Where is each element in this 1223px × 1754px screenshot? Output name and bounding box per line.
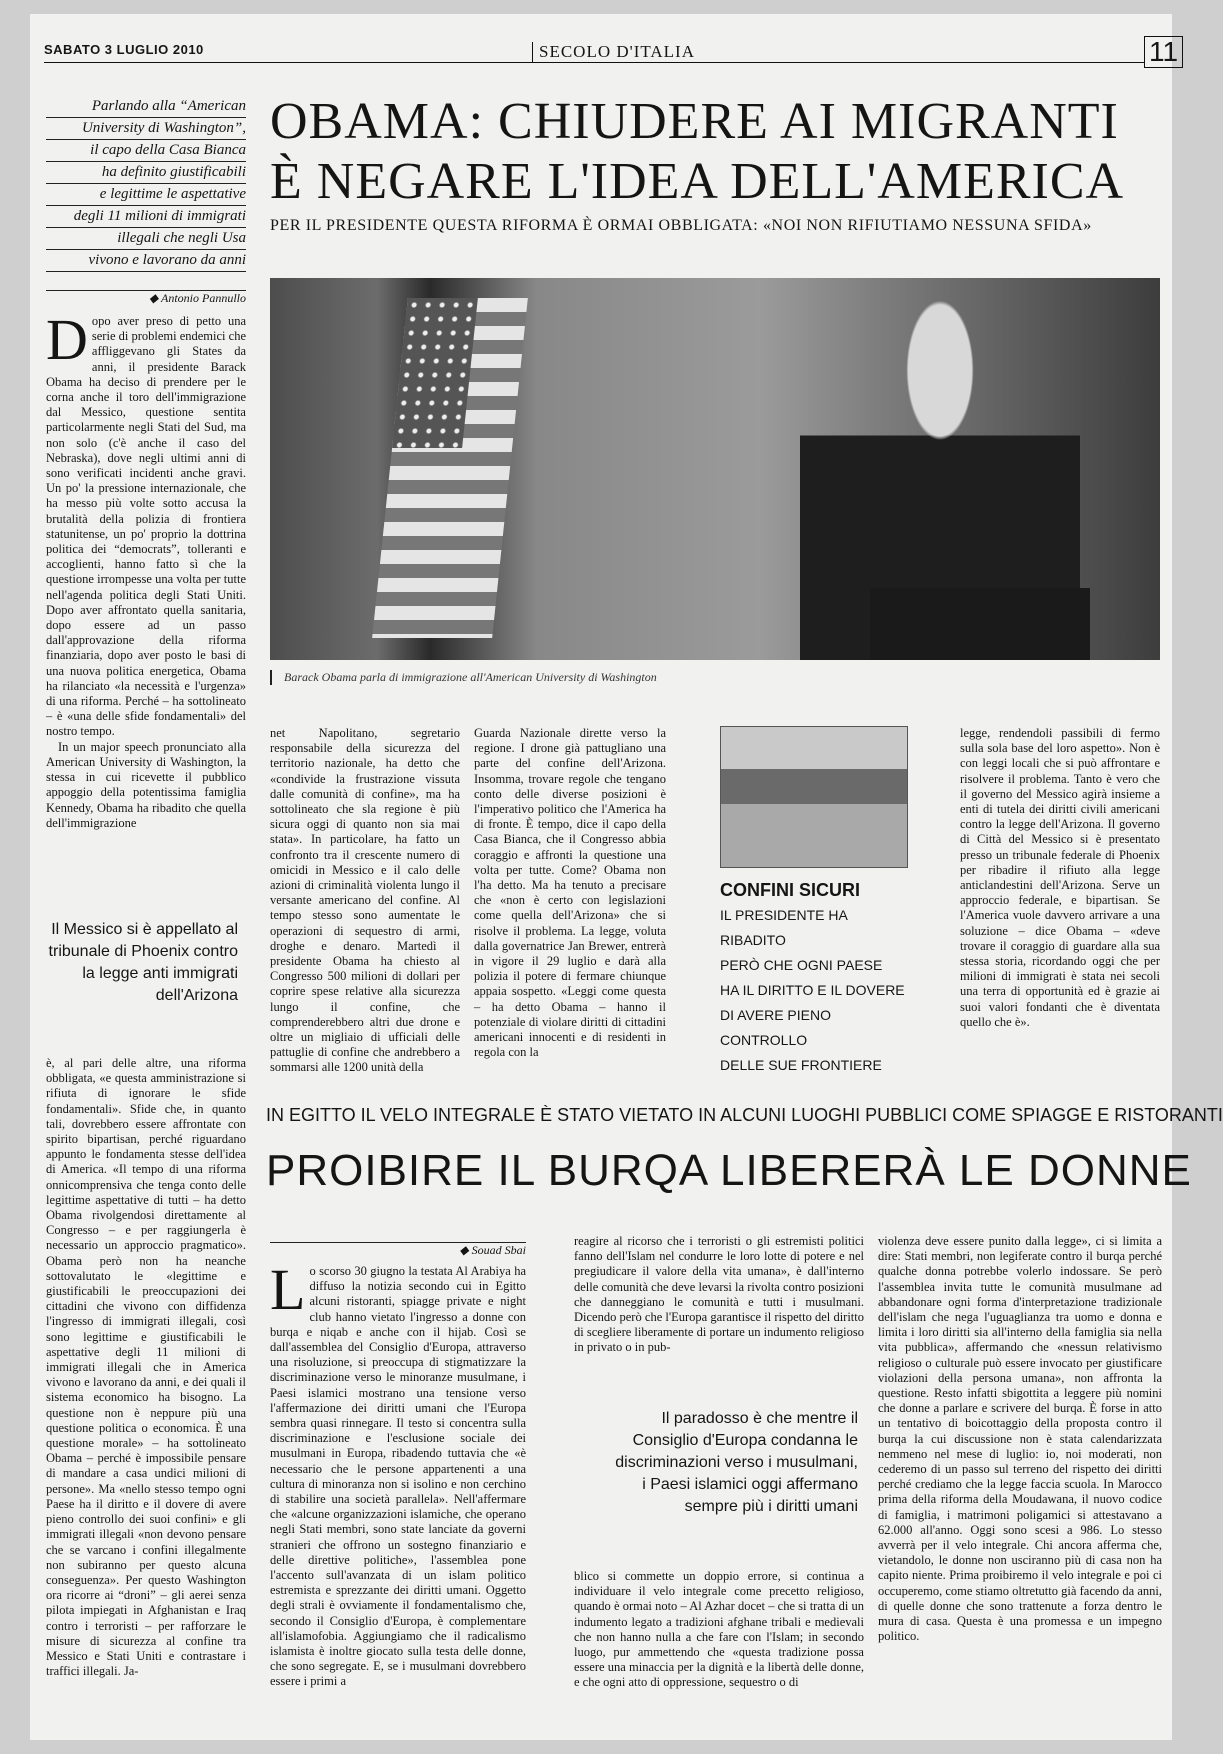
body-text: blico si commette un doppio errore, si continua a individuare il velo integrale come precetto religioso, quando è ormai noto – Al Azhar docet – che si tratta di un indumento legato a tradizioni afghane tribali e medievali che non hanno nulla a che fare con l'Islam; in secondo luogo, pur ammettendo che «questa tradizione possa essere una minaccia per la dignità e la libertà delle donne, e che ogni atto di oppressione, sequestro o di bbox=[574, 1569, 864, 1690]
summary-line: University di Washington”, bbox=[46, 118, 246, 140]
newspaper-page: SABATO 3 LUGLIO 2010 SECOLO D'ITALIA 11 Parlando alla “American University di Washington”, il capo della Casa Bianca ha definito giustificabili e legittime le aspettative degli 11 milioni di immigrati illegali che negli Usa vivono e lavorano da anni ◆ Antonio Pannullo OBAMA: CHIUDERE AI MIGRANTI È NEGARE L'IDEA DELL'AMERICA PER IL PRESIDENTE QUESTA RIFORMA È ORMAI OBBLIGATA: «NOI NON RIFIUTIAMO NESSUNA SFIDA» Barack Obama parla di immigrazione all'American University di Washington Dopo aver preso di petto una serie di problemi endemici che affliggevano gli States da anni, il presidente Barack Obama ha deciso di prendere per le corna anche il toro dell'immigrazione dal Messico, questione sentita particolarmente negli Stati del Sud, ma non solo (c'è anche il caso del Nebraska), dove negli ultimi anni di sono verificati incidenti anche gravi. Un po' la pressione internazionale, che ha messo più volte sotto accusa la brutalità della polizia di frontiera statunitense, un po' proprio la dottrina politica dei “democrats”, tolleranti e accoglienti, hanno fatto sì che la questione irrompesse una volta per tutte nell'agenda politica degli Stati Uniti. Dopo aver affrontato quella sanitaria, dopo essere ad un passo dall'approvazione della riforma finanziaria, dopo aver posto le basi di una nuova politica energetica, Obama ha rilanciato «la necessità e l'urgenza» di una riforma. Perché – ha sottolineato – è «una delle sfide fondamentali» del nostro tempo. In un major speech pronunciato alla American University di Washington, la stessa in cui ricevette il pubblico appoggio della potentissima famiglia Kennedy, Obama ha ribadito che quella dell'immigrazione Il Messico si è appellato al tribunale di Phoenix contro la legge anti immigrati dell'Arizona è, al pari delle altre, una riforma obbligata, «e questa amministrazione si rifiuta di ignorare le sfide fondamentali». Sfide che, in quanto tali, dovrebbero essere affrontate con spirito bipartisan, perché riguardano appunto le fondamenta stesse dell'idea di America. «Il tempo di una riforma onnicomprensiva che tenga conto delle legittime aspettative di tutti – ha detto Obama rivolgendosi direttamente al Congresso – e per raggiungerla è necessario un approccio pragmatico». Obama però non ha neanche sottovalutato le «legittime e giustificabili le preoccupazioni dei cittadini che vivono con diffidenza l'ingresso di immigrati illegali, così sono legittime e giustificabili le aspettative degli 11 milioni di immigrati illegali che in America vivono e lavorano da anni, e dei quali il sistema economico ha bisogno. La questione non è neppure più una questione politica o economica. È una questione morale» – ha sottolineato Obama – perché è impossibile pensare di mandare a casa undici milioni di persone». Ma «nello stesso tempo ogni Paese ha il diritto e il dovere di avere pieno controllo dei suoi confini» e gli immigrati illegali «non devono pensare che se varcano i confini illegalmente non subiranno per questo alcuna conseguenza». Per questo Washington ora ricorre ai “droni” – gli aerei senza pilota impiegati in Afghanistan e Iraq contro i terroristi – per rafforzare le misure di sicurezza al confine tra Messico e Stati Uniti e contrastare i traffici illegali. Ja- net Napolitano, segretario responsabile della sicurezza del territorio nazionale, ha detto che «condivide la frustrazione vissuta dalle comunità di confine», ma ha sottolineato che sla regione è più sicura oggi di quanto non sia mai stata». In particolare, ha fatto un confronto tra il crescente numero di omicidi in Messico e il calo delle azioni di criminalità violenta lungo il versante americano del confine. Al tempo stesso sono aumentate le operazioni di sequestro di armi, droghe e denaro. Martedì il presidente Obama ha chiesto al Congresso 500 milioni di dollari per coprire spese relative alla sicurezza lungo il confine, che comprenderebbero altri due drone e oltre un migliaio di ufficiali delle pattuglie di confine che andrebbero a sommarsi alle 1200 unità della Guarda Nazionale dirette verso la regione. I drone già pattugliano una parte del confine dell'Arizona. Insomma, trovare regole che tengano conto delle diverse posizioni è l'imperativo politico che l'America ha di fronte. È tempo, dice il capo della Casa Bianca, che il Congresso abbia coraggio e affronti la questione una volta per tutte. Come? Obama non l'ha detto. Ma ha tenuto a precisare che «non è certo con legislazioni come quella dell'Arizona» che si risolve il problema. La legge, voluta dalla governatrice Jan Brewer, entrerà in vigore il 29 luglio e darà alla polizia il potere di fermare chiunque appaia sospetto. «Leggi come questa – ha detto Obama – hanno il potenziale di violare diritti di cittadini americani innocenti e di residenti in regola con la CONFINI SICURI IL PRESIDENTE HA RIBADITO PERÒ CHE OGNI PAESE HA IL DIRITTO E IL DOVERE DI AVERE PIENO CONTROLLO DELLE SUE FRONTIERE legge, rendendoli passibili di fermo sulla sola base del loro aspetto». Non è con leggi locali che si può affrontare e risolvere il problema. Tanto è vero che il governo del Messico agirà insieme a enti di tutela dei diritti civili americani contro la legge dell'Arizona. Il governo di Città del Messico si è presentato presso un tribunale federale di Phoenix per ribadire il rifiuto alla legge anticlandestini dell'Arizona. Serve un approccio federale, e bipartisan. Se l'America vuole davvero arrivare a una soluzione – dice Obama – «deve trovare il coraggio di guardare alla sua stessa storia, ricordando oggi che per milioni di immigrati è stata nei secoli una terra di opportunità ed è grazie ai suoi valori fondanti che è diventata quello che è». IN EGITTO IL VELO INTEGRALE È STATO VIETATO IN ALCUNI LUOGHI PUBBLICI COME SPIAGGE E RISTORANTI PROIBIRE IL BURQA LIBERERÀ LE DONNE ◆ Souad Sbai Lo scorso 30 giugno la testata Al Arabiya ha diffuso la notizia secondo cui in Egitto alcuni ristoranti, spiagge private e night club hanno vietato l'ingresso a donne con burqa e niqab e anche con il hijab. Così se dall'assemblea del Consiglio d'Europa, attraverso una risoluzione, si preoccupa di stigmatizzare la discriminazione verso le minoranze musulmane, i Paesi islamici mostrano una tensione verso l'affermazione dei diritti umani che l'Europa sembra quasi rinnegare. Il testo si concentra sulla discriminazione e l'esclusione sociale dei musulmani in Europa, ribadendo tuttavia che «è necessario che le persone appartenenti a una cultura di minoranza non si isolino e non cerchino di stabilire una società parallela». Nell'affermare che «alcune organizzazioni islamiche, che operano negli Stati membri, sono state lanciate da governi stranieri che offrono un sostegno finanziario e delle direttive politiche», l'assemblea pone l'accento sull'avanzata di un islam politico estremista e sprezzante dei diritti umani. Oggetto degli strali è ovviamente il fondamentalismo che, secondo il Consiglio d'Europa, è complementare all'islamofobia. Aggiungiamo che il radicalismo islamista è inoltre giocato sulla testa delle donne, che sono segregate. E, se i musulmani dovrebbero essere i primi a reagire al ricorso che i terroristi o gli estremisti politici fanno dell'Islam nel condurre le loro lotte di potere e nel pregiudicare il valore della vita umana», è dall'interno delle comunità che deve levarsi la rivolta contro posizioni che danneggiano le comunità e tutti i musulmani. Dicendo però che l'Europa garantisce il rispetto del diritto di scegliere liberamente di portare un indumento religioso in privato o in pub- Il paradosso è che mentre il Consiglio d'Europa condanna le discriminazioni verso i musulmani, i Paesi islamici oggi affermano sempre più i diritti umani blico si commette un doppio errore, si continua a individuare il velo integrale come precetto religioso, quando è ormai noto – Al Azhar docet – che si tratta di un indumento legato a tradizioni afghane tribali e medievali che non hanno nulla a che fare con l'Islam; in secondo luogo, pur ammettendo che «questa tradizione possa essere una minaccia per la dignità e la libertà delle donne, e che ogni atto di oppressione, sequestro o di violenza deve essere punito dalla legge», ci si limita a dire: Stati membri, non legiferate contro il burqa perché qualche donna potrebbe volerlo indossare. Se però l'assemblea invita tutte le comunità musulmane ad abbandonare ogni forma d'interpretazione tradizionale dell'islam che nega l'uguaglianza tra uomo e donna e limita i loro diritti sia all'interno della famiglia sia nella vita pubblica», affermando che «nessun relativismo religioso o culturale può essere invocato per giustificare violazioni della persona umana», non affronta la questione. Resto infatti sbigottita a leggere più nomini che donne a parlare e scrivere del burqa. È forse in atto un tentativo di boicottaggio della proposta contro il burqa la cui discussione non è stata calendarizzata nemmeno nel mese di luglio: io, noi moderati, non cederemo di un passo sul terreno del rispetto dei diritti perché crediamo che la legge faccia scuola. In Marocco prima della riforma della Moudawana, il nuovo codice di famiglia, i matrimoni poligamici si attestavano a 62.000 all'anno. Oggi sono scesi a 986. Lo stesso avverrà per il velo integrale. Chi ancora afferma che, vietandolo, le donne non usciranno più di casa non ha capito niente. Prima proibiremo il velo integrale e poi ci occuperemo, come stiamo oltretutto già facendo da anni, di quelle donne che sono trattenute a forza dentro le mura di casa. Questa è una promessa e un impegno politico. bbox=[30, 14, 1172, 1740]
box-title: CONFINI SICURI bbox=[720, 880, 861, 900]
headline-line: È NEGARE L'IDEA DELL'AMERICA bbox=[270, 153, 1125, 210]
article-kicker: PER IL PRESIDENTE QUESTA RIFORMA È ORMAI OBBLIGATA: «NOI NON RIFIUTIAMO NESSUNA SFIDA» bbox=[270, 217, 1092, 234]
article-column bbox=[270, 726, 460, 1086]
drop-cap: L bbox=[270, 1257, 306, 1322]
summary-line: ha definito giustificabili bbox=[46, 162, 246, 184]
article-summary: Parlando alla “American University di Washington”, il capo della Casa Bianca ha definito giustificabili e legittime le aspettative degli 11 milioni di immigrati illegali che negli Usa vivono e lavorano da anni ◆ Antonio Pannullo bbox=[46, 96, 246, 318]
masthead bbox=[44, 26, 1179, 70]
podium-graphic bbox=[870, 588, 1090, 660]
box-line: DELLE SUE FRONTIERE bbox=[720, 1057, 882, 1073]
summary-line: illegali che negli Usa bbox=[46, 228, 246, 250]
article-column bbox=[574, 1569, 864, 1734]
article-column bbox=[46, 307, 246, 894]
pull-quote: Il paradosso è che mentre il Consiglio d'Europa condanna le discriminazioni verso i musulmani, i Paesi islamici oggi affermano sempre più i diritti umani bbox=[615, 1410, 858, 1515]
box-line: DI AVERE PIENO CONTROLLO bbox=[720, 1007, 831, 1048]
border-crossing-photo bbox=[720, 726, 908, 868]
box-line: IL PRESIDENTE HA RIBADITO bbox=[720, 907, 848, 948]
obama-photo bbox=[270, 278, 1160, 660]
article2-headline: PROIBIRE IL BURQA LIBERERÀ LE DONNE bbox=[266, 1146, 1192, 1195]
photo-caption: Barack Obama parla di immigrazione all'American University di Washington bbox=[270, 670, 1174, 685]
article-column bbox=[474, 726, 666, 1086]
body-text: violenza deve essere punito dalla legge», ci si limita a dire: Stati membri, non legiferate contro il burqa perché qualche donna potrebbe volerlo indossare. Se però l'assemblea invita tutte le comunità musulmane ad abbandonare ogni forma d'interpretazione tradizionale dell'islam che nega l'uguaglianza tra uomo e donna e limita i loro diritti sia all'interno della famiglia sia nella vita pubblica», affermando che «nessun relativismo religioso o culturale può essere invocato per giustificare violazioni della persona umana», non affronta la questione. Resto infatti sbigottita a leggere più nomini che donne a parlare e scrivere del burqa. È forse in atto un tentativo di boicottaggio della proposta contro il burqa la cui discussione non è stata calendarizzata nemmeno nel mese di luglio: io, noi moderati, non cederemo di un passo sul terreno del rispetto dei diritti perché crediamo che la legge faccia scuola. In Marocco prima della riforma della Moudawana, il nuovo codice di famiglia, i matrimoni poligamici si attestavano a 62.000 all'anno. Oggi sono scesi a 986. Lo stesso avverrà per il velo integrale. Chi ancora afferma che, vietandolo, le donne non usciranno più di casa non ha capito niente. Prima proibiremo il velo integrale e poi ci occuperemo, come stiamo oltretutto già facendo da anni, di quelle donne che sono trattenute a forza dentro le mura di casa. Questa è una promessa e un impegno politico. bbox=[878, 1234, 1162, 1644]
body-text: è, al pari delle altre, una riforma obbligata, «e questa amministrazione si rifiuta di ignorare le sfide fondamentali». Sfide che, in quanto tali, dovrebbero essere affrontate con spirito bipartisan, perché riguardano appunto le fondamenta stesse dell'idea di America. «Il tempo di una riforma onnicomprensiva che tenga conto delle legittime aspettative di tutti – ha detto Obama rivolgendosi direttamente al Congresso – e per raggiungerla è necessario un approccio pragmatico». Obama però non ha neanche sottovalutato le «legittime e giustificabili le preoccupazioni dei cittadini che vivono con diffidenza l'ingresso di immigrati illegali, così sono legittime e giustificabili le aspettative degli 11 milioni di immigrati illegali che in America vivono e lavorano da anni, e dei quali il sistema economico ha bisogno. La questione non è neppure più una questione politica o economica. È una questione morale» – ha sottolineato Obama – perché è impossibile pensare di mandare a casa undici milioni di persone». Ma «nello stesso tempo ogni Paese ha il diritto e il dovere di avere pieno controllo dei suoi confini» e gli immigrati illegali «non devono pensare che se varcano i confini illegalmente non subiranno per questo alcuna conseguenza». Per questo Washington ora ricorre ai “droni” – gli aerei senza pilota impiegati in Afghanistan e Iraq contro i terroristi – per rafforzare le misure di sicurezza al confine tra Messico e Stati Uniti e contrastare i traffici illegali. Ja- bbox=[46, 1056, 246, 1679]
drop-cap: D bbox=[46, 307, 88, 372]
pull-quote: Il Messico si è appellato al tribunale di Phoenix contro la legge anti immigrati dell'Arizona bbox=[48, 921, 238, 1004]
body-text: net Napolitano, segretario responsabile della sicurezza del territorio nazionale, ha detto che «condivide la frustrazione vissuta dalle comunità di confine», ma ha sottolineato che sla regione è più sicura oggi di quanto non sia mai stata». In particolare, ha fatto un confronto tra il crescente numero di omicidi in Messico e il calo delle azioni di criminalità violenta lungo il versante americano del confine. Al tempo stesso sono aumentate le operazioni di sequestro di armi, droghe e denaro. Martedì il presidente Obama ha chiesto al Congresso 500 milioni di dollari per coprire spese relative alla sicurezza lungo il confine, che comprenderebbero altri due drone e oltre un migliaio di ufficiali delle pattuglie di confine che andrebbero a sommarsi alle 1200 unità della bbox=[270, 726, 460, 1075]
article2-byline: Souad Sbai bbox=[471, 1243, 526, 1257]
newspaper-name: SECOLO D'ITALIA bbox=[532, 42, 695, 62]
body-text: o scorso 30 giugno la testata Al Arabiya ha diffuso la notizia secondo cui in Egitto alcuni ristoranti, spiagge private e night club hanno vietato l'ingresso a donne con burqa e niqab e anche con il hijab. Così se dall'assemblea del Consiglio d'Europa, attraverso una risoluzione, si preoccupa di stigmatizzare la discriminazione verso le minoranze musulmane, i Paesi islamici mostrano una tensione verso l'affermazione dei diritti umani che l'Europa sembra quasi rinnegare. Il testo si concentra sulla discriminazione e l'esclusione sociale dei musulmani in Europa, ribadendo tuttavia che «è necessario che le persone appartenenti a una cultura di minoranza non si isolino e non cerchino di stabilire una società parallela». Nell'affermare che «alcune organizzazioni islamiche, che operano negli Stati membri, sono state lanciate da governi stranieri che offrono un sostegno finanziario e delle direttive politiche», l'assemblea pone l'accento sull'avanzata di un islam politico estremista e sprezzante dei diritti umani. Oggetto degli strali è ovviamente il fondamentalismo che, secondo il Consiglio d'Europa, è complementare all'islamofobia. Aggiungiamo che il radicalismo islamista è inoltre giocato sulla testa delle donne, che sono segregate. E, se i musulmani dovrebbero essere i primi a bbox=[270, 1264, 526, 1689]
page-number: 11 bbox=[1144, 36, 1183, 68]
body-text: opo aver preso di petto una serie di problemi endemici che affliggevano gli States da anni, il presidente Barack Obama ha deciso di prendere per le corna anche il toro dell'immigrazione dal Messico, questione sentita particolarmente negli Stati del Sud, ma non solo (c'è anche il caso del Nebraska), dove negli ultimi anni di sono verificati incidenti anche gravi. Un po' la pressione internazionale, che ha messo più volte sotto accusa la brutalità della polizia di frontiera statunitense, un po' proprio la dottrina politica dei “democrats”, tolleranti e accoglienti, hanno fatto sì che la questione irrompesse una volta per tutte nell'agenda politica degli Stati Uniti. Dopo aver affrontato quella sanitaria, dopo essere ad un passo dall'approvazione della riforma finanziaria, dopo aver posto le basi di una nuova politica energetica, Obama ha rilanciato «la necessità e l'urgenza» di una riforma. Perché – ha sottolineato – è «una delle sfide fondamentali» del nostro tempo. bbox=[46, 314, 246, 739]
issue-date: SABATO 3 LUGLIO 2010 bbox=[44, 42, 204, 57]
box-text bbox=[720, 903, 906, 1078]
summary-line: degli 11 milioni di immigrati bbox=[46, 206, 246, 228]
article-column bbox=[878, 1234, 1162, 1734]
summary-line: e legittime le aspettative bbox=[46, 184, 246, 206]
body-text: reagire al ricorso che i terroristi o gli estremisti politici fanno dell'Islam nel condurre le loro lotte di potere e nel pregiudicare il valore della vita umana», è dall'interno delle comunità che deve levarsi la rivolta contro posizioni che danneggiano le comunità e tutti i musulmani. Dicendo però che l'Europa garantisce il rispetto del diritto di scegliere liberamente di portare un indumento religioso in privato o in pub- bbox=[574, 1234, 864, 1355]
article-column bbox=[574, 1234, 864, 1374]
article-column bbox=[960, 726, 1160, 1086]
article-column bbox=[270, 1257, 526, 1734]
body-text: Guarda Nazionale dirette verso la regione. I drone già pattugliano una parte del confine dell'Arizona. Insomma, trovare regole che tengano conto delle diverse posizioni è l'imperativo politico che l'America ha di fronte. È tempo, dice il capo della Casa Bianca, che il Congresso abbia coraggio e affronti la questione una volta per tutte. Come? Obama non l'ha detto. Ma ha tenuto a precisare che «non è certo con legislazioni come quella dell'Arizona» che si risolve il problema. La legge, voluta dalla governatrice Jan Brewer, entrerà in vigore il 29 luglio e darà alla polizia il potere di fermare chiunque appaia sospetto. «Leggi come questa – ha detto Obama – hanno il potenziale di violare diritti di cittadini americani innocenti e di residenti in regola con la bbox=[474, 726, 666, 1060]
masthead-rule bbox=[44, 62, 1144, 63]
headline bbox=[270, 92, 1170, 212]
summary-line: Parlando alla “American bbox=[46, 96, 246, 118]
article-column bbox=[46, 1056, 246, 1736]
headline-line: OBAMA: CHIUDERE AI MIGRANTI bbox=[270, 93, 1119, 150]
body-text: legge, rendendoli passibili di fermo sulla sola base del loro aspetto». Non è con leggi locali che si può affrontare e risolvere il problema. Tanto è vero che il governo del Messico agirà insieme a enti di tutela dei diritti civili americani contro la legge dell'Arizona. Il governo di Città del Messico si è presentato presso un tribunale federale di Phoenix per ribadire il rifiuto alla legge anticlandestini dell'Arizona. Serve un approccio federale, e bipartisan. Se l'America vuole davvero arrivare a una soluzione – dice Obama – «deve trovare il coraggio di guardare alla sua stessa storia, ricordando oggi che per milioni di immigrati è stata nei secoli una terra di opportunità ed è grazie ai suoi valori fondanti che è diventata quello che è». bbox=[960, 726, 1160, 1029]
article2-kicker: IN EGITTO IL VELO INTEGRALE È STATO VIETATO IN ALCUNI LUOGHI PUBBLICI COME SPIAGGE E RISTORANTI bbox=[266, 1105, 1223, 1125]
box-line: HA IL DIRITTO E IL DOVERE bbox=[720, 982, 905, 998]
summary-line: vivono e lavorano da anni bbox=[46, 250, 246, 272]
body-text: In un major speech pronunciato alla American University di Washington, la stessa in cui ricevette il pubblico appoggio della potentissima famiglia Kennedy, Obama ha ribadito che quella dell'immigrazione bbox=[46, 739, 246, 830]
box-line: PERÒ CHE OGNI PAESE bbox=[720, 957, 883, 973]
sidebar-box bbox=[720, 726, 906, 1073]
summary-line: il capo della Casa Bianca bbox=[46, 140, 246, 162]
flag-graphic bbox=[372, 298, 528, 638]
author-byline: Antonio Pannullo bbox=[161, 291, 246, 305]
